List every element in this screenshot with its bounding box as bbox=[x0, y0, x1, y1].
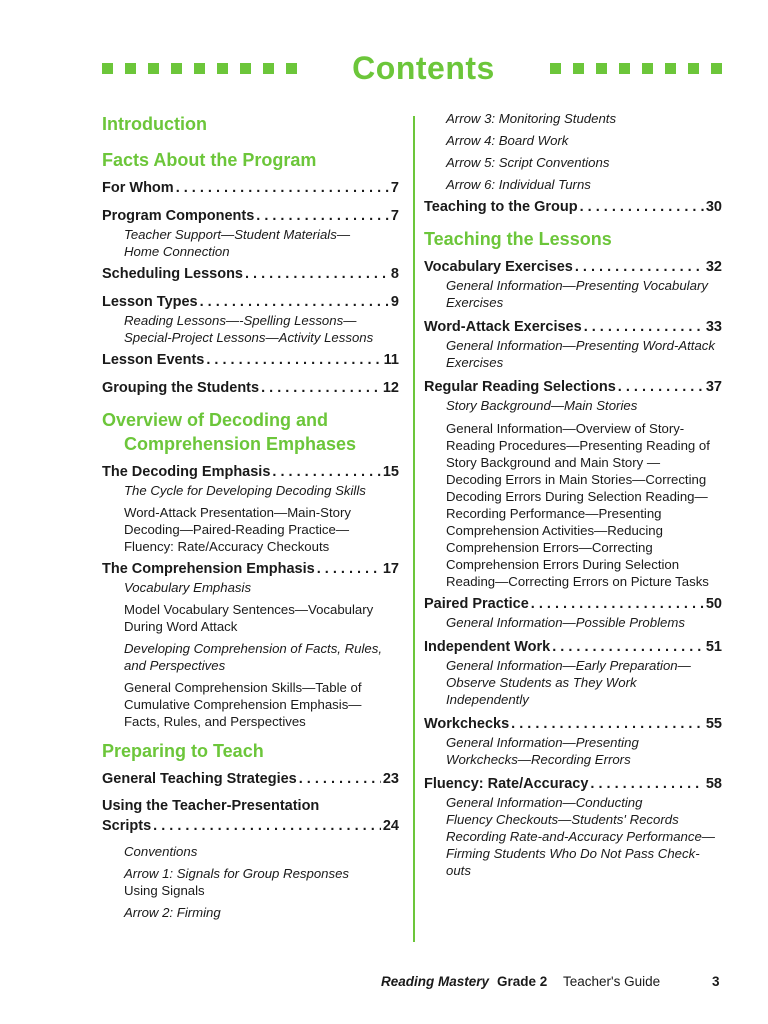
dot-leader bbox=[618, 377, 704, 397]
toc-subentry: Teacher Support—Student Materials— bbox=[124, 227, 351, 242]
section-heading-preparing[interactable]: Preparing to Teach bbox=[102, 741, 264, 761]
section-heading-line: Overview of Decoding and bbox=[102, 410, 329, 430]
toc-entry-comprehension-emphasis[interactable] bbox=[102, 559, 399, 579]
toc-subentry: Reading—Correcting Errors on Picture Tasks bbox=[446, 574, 709, 589]
toc-subentry: Comprehension Errors During Selection bbox=[446, 557, 680, 572]
toc-entry-grouping[interactable] bbox=[102, 378, 399, 398]
toc-entry-label: Lesson Types bbox=[102, 294, 198, 310]
green-square-icon bbox=[665, 63, 676, 74]
dot-leader bbox=[552, 637, 704, 657]
green-square-icon bbox=[102, 63, 113, 74]
dot-leader bbox=[272, 462, 380, 482]
toc-subentry: General Information—Conducting bbox=[446, 795, 643, 810]
green-square-icon bbox=[171, 63, 182, 74]
section-heading-overview[interactable] bbox=[102, 408, 399, 456]
toc-subentry: General Information—Presenting Vocabulary bbox=[446, 278, 708, 293]
toc-subentry: Independently bbox=[446, 692, 529, 707]
toc-page-number: 50 bbox=[705, 596, 722, 612]
toc-entry-label: Fluency: Rate/Accuracy bbox=[424, 776, 589, 792]
toc-entry-label: Paired Practice bbox=[424, 596, 529, 612]
toc-entry-vocab-exercises[interactable] bbox=[424, 257, 722, 277]
toc-entry-decoding-emphasis[interactable] bbox=[102, 462, 399, 482]
toc-page-number: 23 bbox=[382, 771, 399, 787]
dot-leader bbox=[245, 264, 389, 284]
toc-subentry: outs bbox=[446, 863, 471, 878]
column-divider bbox=[413, 116, 415, 942]
toc-page-number: 32 bbox=[705, 259, 722, 275]
toc-subentry: Story Background and Main Story — bbox=[446, 455, 661, 470]
toc-subentry: Fluency Checkouts—Students' Records bbox=[446, 812, 679, 827]
dot-leader bbox=[200, 292, 389, 312]
toc-entry-program-components[interactable] bbox=[102, 206, 399, 226]
contents-left-column bbox=[102, 112, 399, 921]
green-square-icon bbox=[217, 63, 228, 74]
green-square-icon bbox=[688, 63, 699, 74]
toc-subentry: Decoding—Paired-Reading Practice— bbox=[124, 522, 350, 537]
toc-subentry: Firming Students Who Do Not Pass Check- bbox=[446, 846, 700, 861]
toc-subentry: Home Connection bbox=[124, 244, 230, 259]
toc-entry-lesson-events[interactable] bbox=[102, 350, 399, 370]
toc-subentry: Arrow 3: Monitoring Students bbox=[446, 111, 617, 126]
dot-leader bbox=[511, 714, 704, 734]
toc-page-number: 7 bbox=[390, 180, 399, 196]
dot-leader bbox=[256, 206, 389, 226]
toc-page-number: 8 bbox=[390, 266, 399, 282]
contents-right-column bbox=[424, 110, 722, 879]
toc-page-number: 55 bbox=[705, 716, 722, 732]
toc-subentry: General Information—Possible Problems bbox=[446, 615, 685, 630]
toc-subentry: Vocabulary Emphasis bbox=[124, 580, 252, 595]
toc-subentry: Decoding Errors During Selection Reading— bbox=[446, 489, 708, 504]
toc-subentry: Developing Comprehension of Facts, Rules, bbox=[124, 641, 383, 656]
toc-entry-regular-reading[interactable] bbox=[424, 377, 722, 397]
toc-entry-word-attack[interactable] bbox=[424, 317, 722, 337]
contents-title-row bbox=[102, 50, 722, 86]
toc-subentry: Workchecks—Recording Errors bbox=[446, 752, 631, 767]
toc-entry-using-scripts[interactable] bbox=[102, 816, 399, 836]
section-heading-facts[interactable]: Facts About the Program bbox=[102, 150, 317, 170]
toc-page-number: 51 bbox=[705, 639, 722, 655]
toc-entry-lesson-types[interactable] bbox=[102, 292, 399, 312]
toc-subentry: Comprehension Activities—Reducing bbox=[446, 523, 663, 538]
toc-subentry: General Information—Presenting bbox=[446, 735, 639, 750]
dot-leader bbox=[531, 594, 704, 614]
toc-subentry: Word-Attack Presentation—Main-Story bbox=[124, 505, 351, 520]
toc-entry-teaching-group[interactable] bbox=[424, 197, 722, 217]
dot-leader bbox=[176, 178, 389, 198]
toc-subentry: Observe Students as They Work bbox=[446, 675, 637, 690]
dot-leader bbox=[261, 378, 381, 398]
dot-leader bbox=[317, 559, 381, 579]
toc-page-number: 58 bbox=[705, 776, 722, 792]
toc-subentry: Model Vocabulary Sentences—Vocabulary bbox=[124, 602, 374, 617]
toc-page-number: 11 bbox=[383, 352, 399, 368]
toc-subentry: Exercises bbox=[446, 355, 504, 370]
toc-entry-label: Workchecks bbox=[424, 716, 510, 732]
toc-subentry: Using Signals bbox=[124, 883, 205, 898]
toc-entry-label: Vocabulary Exercises bbox=[424, 259, 573, 275]
toc-page-number: 12 bbox=[382, 380, 399, 396]
toc-page-number: 17 bbox=[382, 561, 399, 577]
section-heading-teaching-lessons[interactable]: Teaching the Lessons bbox=[424, 229, 612, 249]
toc-page-number: 24 bbox=[382, 818, 399, 834]
toc-entry-scheduling[interactable] bbox=[102, 264, 399, 284]
toc-subentry: Arrow 2: Firming bbox=[124, 905, 221, 920]
toc-subentry: Facts, Rules, and Perspectives bbox=[124, 714, 306, 729]
toc-subentry: Cumulative Comprehension Emphasis— bbox=[124, 697, 362, 712]
toc-subentry: During Word Attack bbox=[124, 619, 238, 634]
toc-subentry: Decoding Errors in Main Stories—Correcting bbox=[446, 472, 707, 487]
toc-entry-label: Scripts bbox=[102, 818, 152, 834]
toc-subentry: General Comprehension Skills—Table of bbox=[124, 680, 362, 695]
toc-entry-label: The Comprehension Emphasis bbox=[102, 561, 315, 577]
toc-entry-label: Independent Work bbox=[424, 639, 551, 655]
toc-entry-label: Teaching to the Group bbox=[424, 199, 578, 215]
dot-leader bbox=[590, 774, 703, 794]
page-number: 3 bbox=[712, 974, 720, 989]
green-square-icon bbox=[148, 63, 159, 74]
toc-entry-independent-work[interactable] bbox=[424, 637, 722, 657]
toc-subentry: Arrow 1: Signals for Group Responses bbox=[124, 866, 350, 881]
toc-subentry: Exercises bbox=[446, 295, 504, 310]
toc-entry-paired-practice[interactable] bbox=[424, 594, 722, 614]
toc-entry-workchecks[interactable] bbox=[424, 714, 722, 734]
dot-leader bbox=[299, 769, 381, 789]
toc-subentry: General Information—Presenting Word-Attack bbox=[446, 338, 715, 353]
page-title: Contents bbox=[352, 50, 495, 86]
toc-subentry: Arrow 5: Script Conventions bbox=[446, 155, 610, 170]
dot-leader bbox=[575, 257, 704, 277]
toc-page-number: 30 bbox=[705, 199, 722, 215]
green-square-icon bbox=[125, 63, 136, 74]
toc-subentry: Arrow 6: Individual Turns bbox=[446, 177, 591, 192]
toc-page-number: 33 bbox=[705, 319, 722, 335]
toc-entry-label: Scheduling Lessons bbox=[102, 266, 243, 282]
toc-subentry: and Perspectives bbox=[124, 658, 226, 673]
green-square-icon bbox=[286, 63, 297, 74]
toc-entry-fluency[interactable] bbox=[424, 774, 722, 794]
toc-entry-label: For Whom bbox=[102, 180, 174, 196]
toc-entry-label: Lesson Events bbox=[102, 352, 205, 368]
dot-leader bbox=[206, 350, 381, 370]
toc-page-number: 37 bbox=[705, 379, 722, 395]
green-square-icon bbox=[573, 63, 584, 74]
toc-subentry: Story Background—Main Stories bbox=[446, 398, 638, 413]
toc-entry-for-whom[interactable] bbox=[102, 178, 399, 198]
toc-subentry: General Information—Overview of Story- bbox=[446, 421, 685, 436]
toc-subentry: The Cycle for Developing Decoding Skills bbox=[124, 483, 366, 498]
toc-entry-label: The Decoding Emphasis bbox=[102, 464, 271, 480]
section-heading-introduction[interactable]: Introduction bbox=[102, 114, 207, 134]
footer-grade: Grade 2 bbox=[497, 974, 548, 989]
toc-entry-label: Regular Reading Selections bbox=[424, 379, 616, 395]
toc-subentry: Arrow 4: Board Work bbox=[446, 133, 569, 148]
toc-subentry: Reading Procedures—Presenting Reading of bbox=[446, 438, 710, 453]
title-decoration-left bbox=[102, 63, 297, 74]
toc-subentry: General Information—Early Preparation— bbox=[446, 658, 691, 673]
toc-entry-label: Word-Attack Exercises bbox=[424, 319, 582, 335]
toc-entry-label: Grouping the Students bbox=[102, 380, 260, 396]
toc-entry-label: Program Components bbox=[102, 208, 255, 224]
toc-entry-general-strategies[interactable] bbox=[102, 769, 399, 789]
title-decoration-right bbox=[550, 63, 722, 74]
green-square-icon bbox=[711, 63, 722, 74]
toc-subentry: Fluency: Rate/Accuracy Checkouts bbox=[124, 539, 330, 554]
green-square-icon bbox=[619, 63, 630, 74]
dot-leader bbox=[153, 816, 381, 836]
toc-subentry: Conventions bbox=[124, 844, 198, 859]
toc-subentry: Recording Rate-and-Accuracy Performance— bbox=[446, 829, 715, 844]
toc-subentry: Special-Project Lessons—Activity Lessons bbox=[124, 330, 374, 345]
dot-leader bbox=[584, 317, 704, 337]
page-footer bbox=[0, 972, 768, 992]
toc-page-number: 15 bbox=[382, 464, 399, 480]
green-square-icon bbox=[550, 63, 561, 74]
green-square-icon bbox=[240, 63, 251, 74]
green-square-icon bbox=[596, 63, 607, 74]
footer-guide: Teacher's Guide bbox=[563, 974, 661, 989]
toc-subentry: Recording Performance—Presenting bbox=[446, 506, 662, 521]
toc-subentry: Reading Lessons—-Spelling Lessons— bbox=[124, 313, 357, 328]
toc-entry-label: General Teaching Strategies bbox=[102, 771, 297, 787]
dot-leader bbox=[580, 197, 704, 217]
toc-subentry: Comprehension Errors—Correcting bbox=[446, 540, 653, 555]
green-square-icon bbox=[263, 63, 274, 74]
toc-page-number: 9 bbox=[390, 294, 399, 310]
section-heading-line: Comprehension Emphases bbox=[124, 434, 357, 454]
green-square-icon bbox=[642, 63, 653, 74]
toc-page-number: 7 bbox=[390, 208, 399, 224]
toc-entry-label[interactable]: Using the Teacher-Presentation bbox=[102, 798, 320, 814]
footer-series-title: Reading Mastery bbox=[381, 974, 490, 989]
green-square-icon bbox=[194, 63, 205, 74]
